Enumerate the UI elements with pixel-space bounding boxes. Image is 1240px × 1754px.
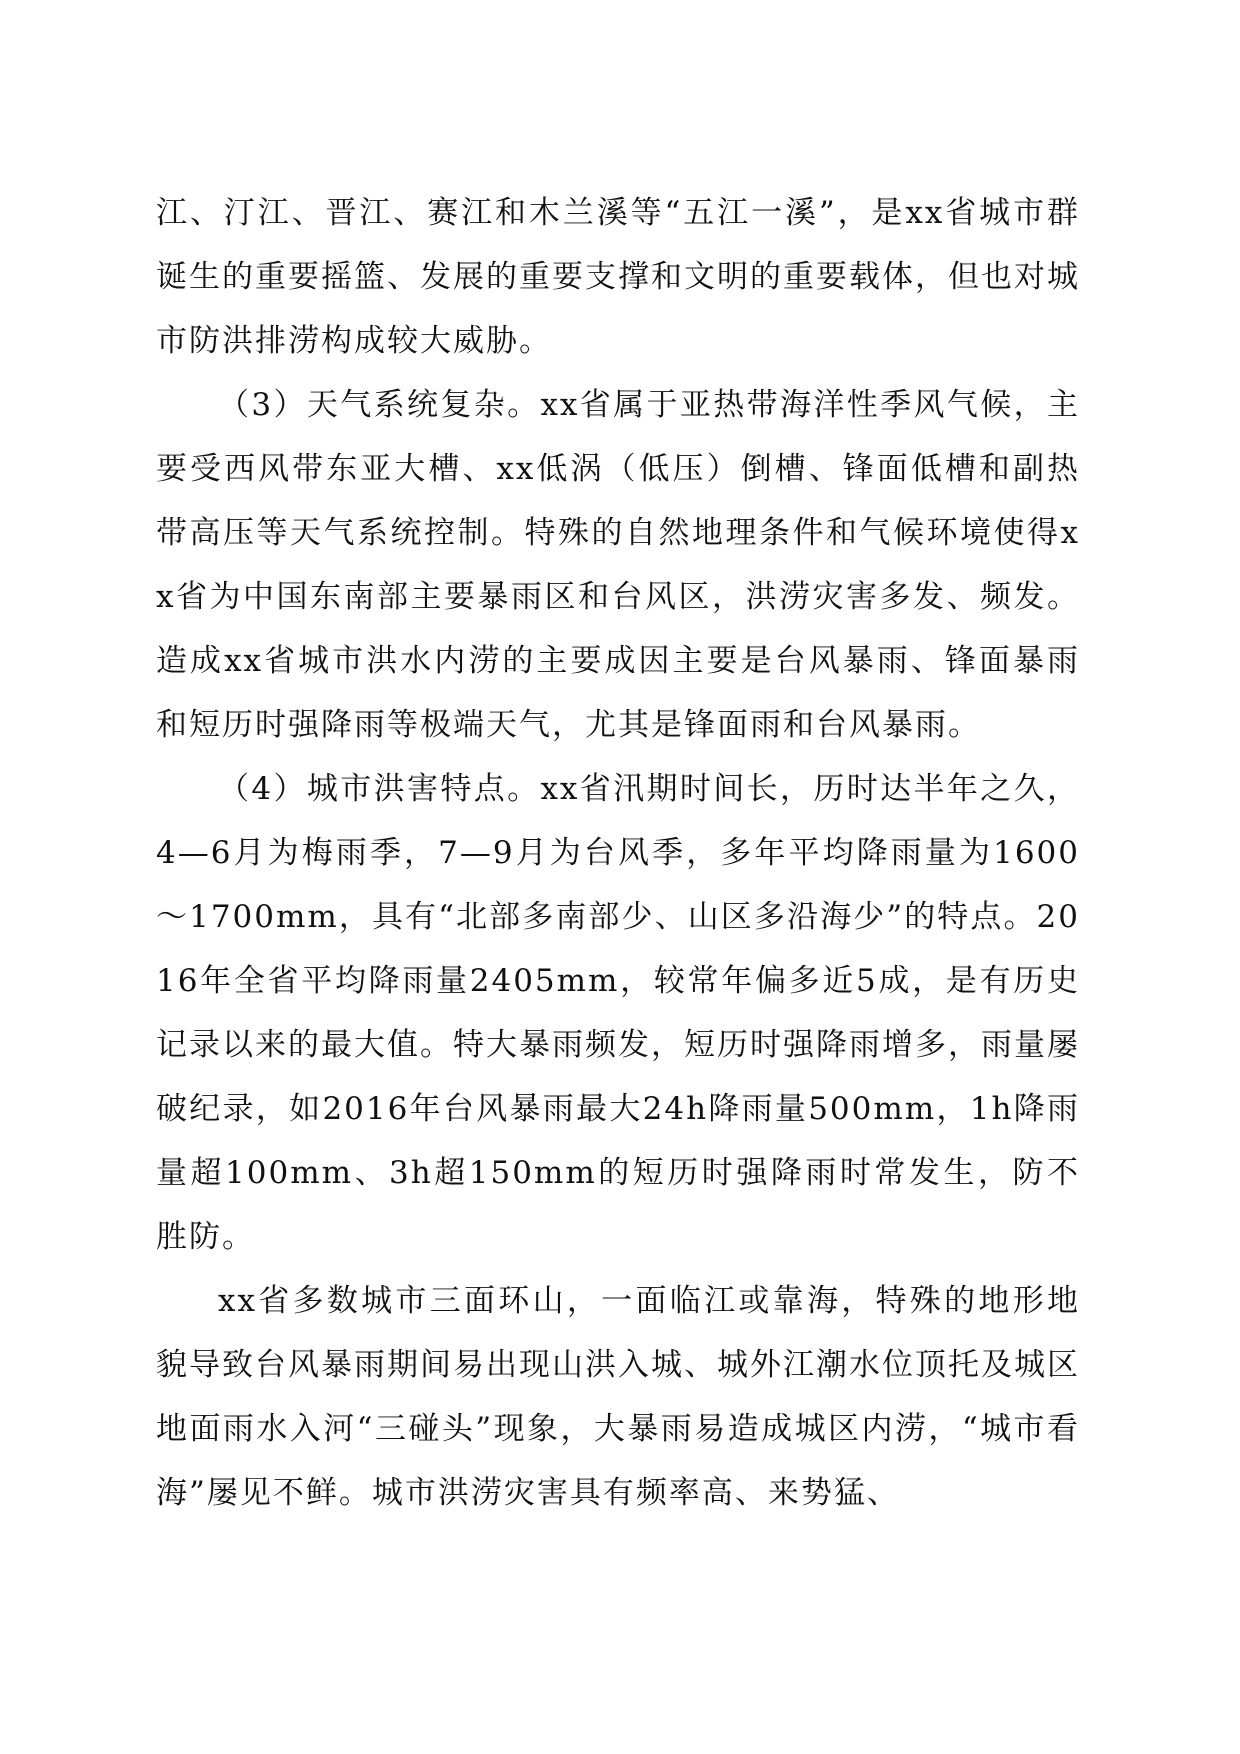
paragraph-weather-system: （3）天气系统复杂。xx省属于亚热带海洋性季风气候，主要受西风带东亚大槽、xx低涡（低压）倒槽、锋面低槽和副热带高压等天气系统控制。特殊的自然地理条件和气候环境使得xx省为中国东南部主要暴雨区和台风区，洪涝灾害多发、频发。造成xx省城市洪水内涝的主要成因主要是台风暴雨、锋面暴雨和短历时强降雨等极端天气，尤其是锋面雨和台风暴雨。 (156, 387, 1080, 743)
paragraph-city-terrain: xx省多数城市三面环山，一面临江或靠海，特殊的地形地貌导致台风暴雨期间易出现山洪入城、城外江潮水位顶托及城区地面雨水入河“三碰头”现象，大暴雨易造成城区内涝，“城市看海”屡见不鲜。城市洪涝灾害具有频率高、来势猛、 (156, 1283, 1080, 1511)
paragraph-continuation: 江、汀江、晋江、赛江和木兰溪等“五江一溪”，是xx省城市群诞生的重要摇篮、发展的重要支撑和文明的重要载体，但也对城市防洪排涝构成较大威胁。 (156, 195, 1080, 359)
document-body (156, 181, 1080, 1525)
paragraph-flood-characteristics: （4）城市洪害特点。xx省汛期时间长，历时达半年之久，4—6月为梅雨季，7—9月为台风季，多年平均降雨量为1600～1700mm，具有“北部多南部少、山区多沿海少”的特点。2016年全省平均降雨量2405mm，较常年偏多近5成，是有历史记录以来的最大值。特大暴雨频发，短历时强降雨增多，雨量屡破纪录，如2016年台风暴雨最大24h降雨量500mm，1h降雨量超100mm、3h超150mm的短历时强降雨时常发生，防不胜防。 (156, 771, 1080, 1255)
